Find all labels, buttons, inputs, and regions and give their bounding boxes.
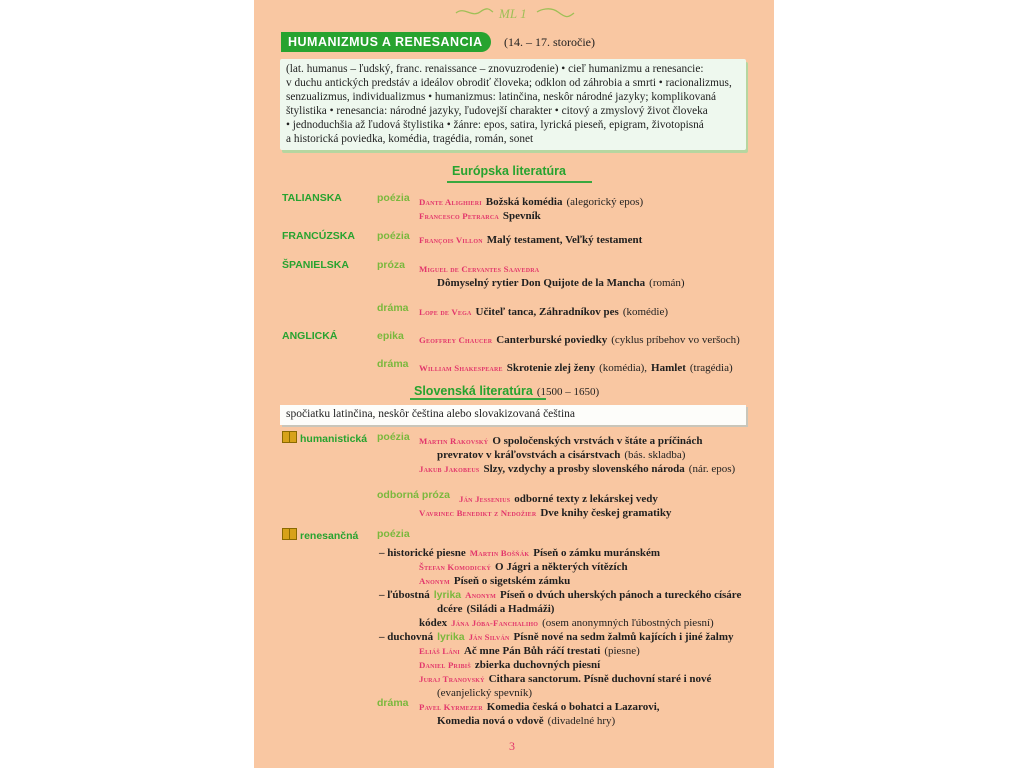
european-heading: Európska literatúra xyxy=(452,164,566,178)
work-title: Píseň o zámku muránském xyxy=(533,547,661,559)
subgenre-label: – duchovná xyxy=(379,631,434,643)
work-title: Píseň o sigetském zámku xyxy=(453,575,571,587)
work-title: Dômyselný rytier Don Quijote de la Mancha xyxy=(437,277,646,289)
book-page xyxy=(254,0,774,768)
work-title: Malý testament, Veľký testament xyxy=(486,234,643,246)
period-label-text: renesančná xyxy=(300,530,359,542)
author-name: Martin Rakovský xyxy=(419,436,489,446)
slovak-note: spočiatku latinčina, neskôr čeština alebo slovakizovaná čeština xyxy=(286,408,575,420)
chapter-title: HUMANIZMUS A RENESANCIA xyxy=(281,32,491,52)
author-name: François Villon xyxy=(419,235,483,245)
genre-label: próza xyxy=(377,259,406,271)
author-name: Juraj Tranovský xyxy=(419,674,485,684)
work-title: Cithara sanctorum. Písně duchovní staré i nové xyxy=(488,673,712,685)
work-note: (komédia), xyxy=(599,362,648,374)
slovak-heading-text: Slovenská literatúra xyxy=(414,384,533,398)
period-label-text: humanistická xyxy=(300,433,368,445)
author-name: Daniel Pribiš xyxy=(419,660,471,670)
entry-line xyxy=(419,503,671,521)
author-name: Ján Silván xyxy=(468,632,510,642)
genre-label: dráma xyxy=(377,302,409,314)
work-note: (piesne) xyxy=(604,645,640,657)
lang-label: ANGLICKÁ xyxy=(282,330,338,342)
work-note: (tragédia) xyxy=(689,362,733,374)
work-title: Písně nové na sedm žalmů kajících i jiné žalmy xyxy=(513,631,734,643)
author-name: Anonym xyxy=(419,576,450,586)
slovak-note-box xyxy=(280,405,746,425)
genre-label: dráma xyxy=(377,358,409,370)
author-name: Miguel de Cervantes Saavedra xyxy=(419,264,540,274)
work-title: Komedia nová o vdově xyxy=(437,715,544,727)
genre-label: poézia xyxy=(377,431,410,443)
intro-line: (lat. humanus – ľudský, franc. renaissance – znovuzrodenie) • cieľ humanizmu a renesancie: xyxy=(286,63,704,75)
period-label xyxy=(282,528,358,542)
work-note: (román) xyxy=(649,277,685,289)
work-title: dcére xyxy=(437,603,463,615)
work-note: (cyklus príbehov vo veršoch) xyxy=(611,334,740,346)
work-note: (osem anonymných ľúbostných piesní) xyxy=(542,617,714,629)
chapter-period: (14. – 17. storočie) xyxy=(504,35,595,49)
author-name: William Shakespeare xyxy=(419,363,503,373)
work-note: (alegorický epos) xyxy=(566,196,644,208)
work-note: (komédie) xyxy=(622,306,669,318)
work-title: Božská komédia xyxy=(485,196,563,208)
work-title: prevratov v kráľovstvách a cisárstvach xyxy=(437,449,621,461)
work-title: Ač mne Pán Bůh ráčí trestati xyxy=(463,645,601,657)
lang-label: FRANCÚZSKA xyxy=(282,230,355,242)
work-title: O spoločenských vrstvách v štáte a príčinách xyxy=(492,435,703,447)
author-name: Lope de Vega xyxy=(419,307,472,317)
entry-line xyxy=(419,330,740,348)
page-header xyxy=(254,4,774,22)
work-title: Píseň o dvúch uherských pánoch a tureckého císáre xyxy=(500,589,742,601)
work-note: (evanjelický spevník) xyxy=(437,687,532,699)
author-name: Martin Bošňák xyxy=(469,548,530,558)
european-underline xyxy=(447,181,592,183)
codex-label: kódex xyxy=(419,617,448,629)
book-icon xyxy=(282,528,297,540)
genre-label: epika xyxy=(377,330,404,342)
author-name: Vavrinec Benedikt z Nedožier xyxy=(419,508,537,518)
author-name: Pavel Kyrmezer xyxy=(419,702,483,712)
author-name: Anonym xyxy=(465,590,497,600)
author-name: Francesco Petrarca xyxy=(419,211,499,221)
work-title: Canterburské poviedky xyxy=(496,334,608,346)
intro-line: • jednoduchšia až ľudová štylistika • žánre: epos, satira, lyrická pieseň, epigram, životopisná xyxy=(286,119,704,131)
subgenre-lyrika: lyrika xyxy=(433,589,462,601)
entry-line xyxy=(437,711,615,729)
work-title: Hamlet xyxy=(651,362,686,374)
genre-label: poézia xyxy=(377,192,410,204)
author-name: Ján Jessenius xyxy=(459,494,511,504)
intro-box xyxy=(280,59,746,150)
work-title: Komedia česká o bohatci a Lazarovi, xyxy=(486,701,660,713)
genre-label: dráma xyxy=(377,697,409,709)
work-title: Skrotenie zlej ženy xyxy=(506,362,596,374)
lang-label: ŠPANIELSKA xyxy=(282,259,349,271)
entry-line xyxy=(419,459,735,477)
work-title: Slzy, vzdychy a prosby slovenského národa xyxy=(483,463,685,475)
slovak-underline xyxy=(410,398,546,400)
subgenre-lyrika: lyrika xyxy=(437,631,465,643)
work-note: (divadelné hry) xyxy=(547,715,616,727)
entry-line xyxy=(419,358,733,376)
author-name: Jakub Jakobeus xyxy=(419,464,480,474)
ornament-right-icon xyxy=(536,4,576,20)
work-title: (Siládi a Hadmáži) xyxy=(466,603,555,615)
entry-line xyxy=(419,206,541,224)
author-name: Jána Jóba-Fanchaliho xyxy=(451,618,539,628)
entry-line xyxy=(379,585,741,603)
genre-label: odborná próza xyxy=(377,489,450,501)
entry-line xyxy=(419,230,642,248)
subgenre-label: – historické piesne xyxy=(379,547,466,559)
period-label xyxy=(282,431,367,445)
author-name: Dante Alighieri xyxy=(419,197,482,207)
slovak-period: (1500 – 1650) xyxy=(536,386,600,398)
author-name: Štefan Komodický xyxy=(419,562,492,572)
work-note: (nár. epos) xyxy=(688,463,736,475)
author-name: Eliáš Láni xyxy=(419,646,460,656)
work-title: zbierka duchovných piesní xyxy=(474,659,601,671)
genre-label: poézia xyxy=(377,230,410,242)
book-icon xyxy=(282,431,297,443)
entry-line xyxy=(437,273,685,291)
intro-line: štylistika • renesancia: národné jazyky, ľudovejší charakter • citový a zmyslový život človeka xyxy=(286,105,708,117)
intro-line: a historická poviedka, komédia, tragédia, román, sonet xyxy=(286,133,534,145)
subgenre-label: – ľúbostná xyxy=(379,589,430,601)
work-note: (bás. skladba) xyxy=(624,449,686,461)
author-name: Geoffrey Chaucer xyxy=(419,335,493,345)
page-number: 3 xyxy=(509,739,515,753)
intro-line: v duchu antických predstáv a ideálov obrodiť človeka; odklon od záhrobia a smrti • racionalizmus, xyxy=(286,77,732,89)
chapter-mark: ML 1 xyxy=(499,6,527,21)
ornament-left-icon xyxy=(454,4,494,20)
work-title: Spevník xyxy=(502,210,541,222)
work-title: odborné texty z lekárskej vedy xyxy=(514,493,658,505)
work-title: O Jágri a některých vítězích xyxy=(495,561,628,573)
entry-line xyxy=(419,302,668,320)
work-title: Dve knihy českej gramatiky xyxy=(540,507,672,519)
intro-line: senzualizmus, individualizmus • humanizmus: latinčina, neskôr národné jazyky; komplikovaná xyxy=(286,91,716,103)
genre-label: poézia xyxy=(377,528,410,540)
lang-label: TALIANSKA xyxy=(282,192,342,204)
work-title: Učiteľ tanca, Záhradníkov pes xyxy=(475,306,619,318)
